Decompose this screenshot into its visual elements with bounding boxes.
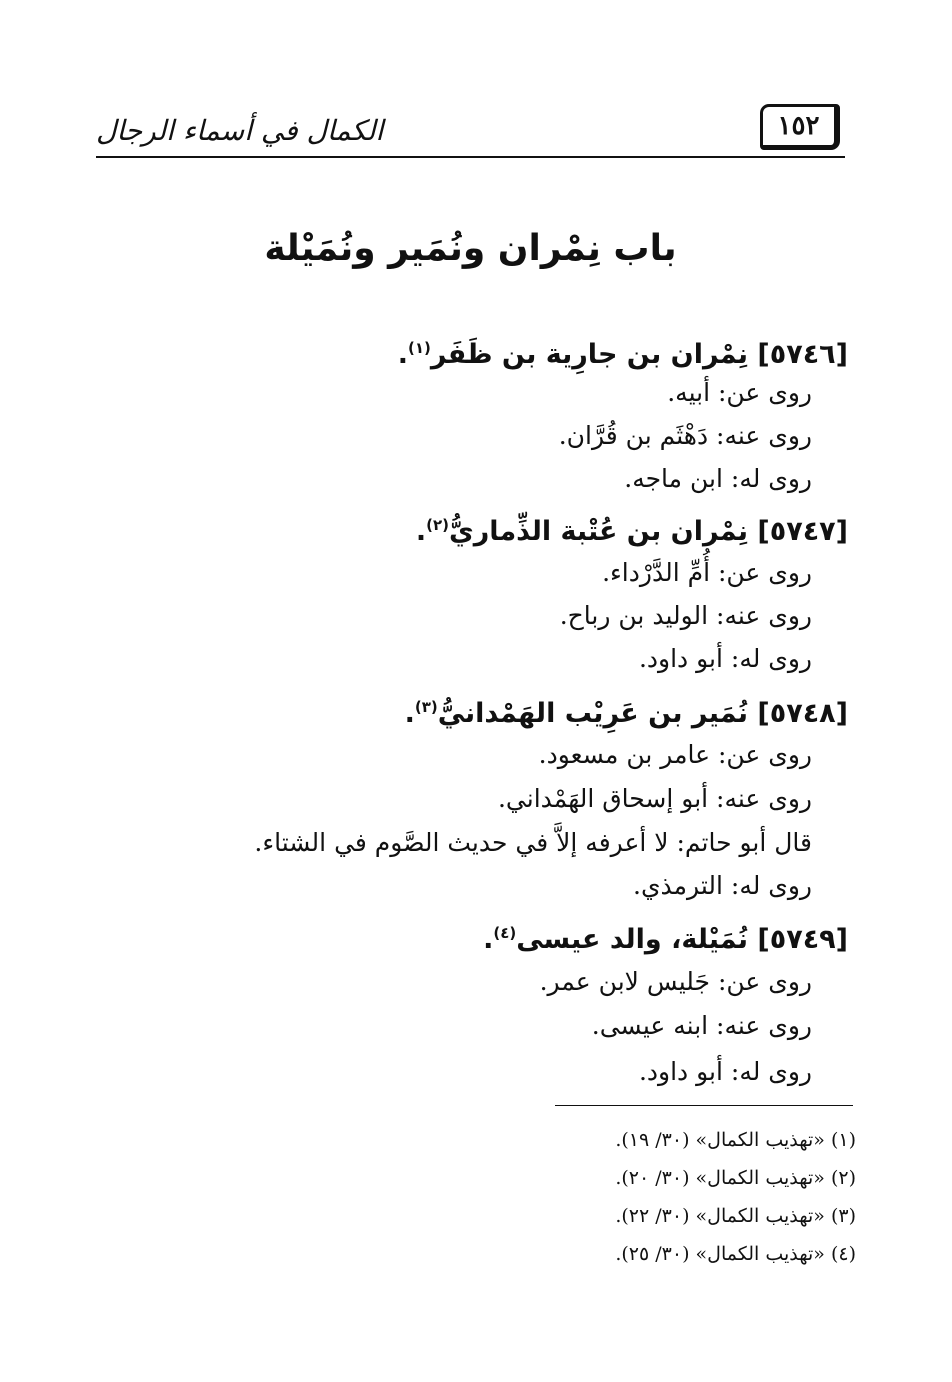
entry-name: نُمَيْلة، والد عيسى bbox=[516, 924, 748, 955]
footnote: (٣) «تهذيب الكمال» (٣٠/ ٢٢). bbox=[615, 1205, 856, 1227]
entry-heading: [٥٧٤٦] نِمْران بن جارِية بن ظَفَر$^{(١)}$. bbox=[397, 339, 848, 370]
footnote-ref: (٤) bbox=[493, 924, 517, 942]
entry-line: روى عن: عامر بن مسعود. bbox=[538, 740, 812, 769]
page-number: ١٥٢ bbox=[760, 104, 840, 150]
entry-line: روى عنه: أبو إسحاق الهَمْداني. bbox=[497, 784, 812, 813]
entry-number: [٥٧٤٧] bbox=[757, 516, 848, 547]
entry-line: روى له: أبو داود. bbox=[638, 1057, 812, 1086]
chapter-title: باب نِمْران ونُمَير ونُمَيْلة bbox=[264, 228, 677, 269]
entry-heading: [٥٧٤٩] نُمَيْلة، والد عيسى$^{(٤)}$. bbox=[483, 924, 848, 955]
entry-line: روى له: الترمذي. bbox=[633, 871, 812, 900]
entry-name: نِمْران بن جارِية بن ظَفَر bbox=[430, 339, 748, 370]
entry-line: روى له: أبو داود. bbox=[638, 644, 812, 673]
entry-name: نُمَير بن عَرِيْب الهَمْدانيُّ bbox=[437, 698, 748, 729]
entry-line: روى له: ابن ماجه. bbox=[624, 464, 812, 493]
entry-line: روى عنه: ابنه عيسى. bbox=[591, 1011, 812, 1040]
footnote-ref: (٣) bbox=[414, 698, 438, 716]
entry-line: قال أبو حاتم: لا أعرفه إلاَّ في حديث الصَّوم في الشتاء. bbox=[254, 828, 812, 857]
entry-number: [٥٧٤٨] bbox=[757, 698, 848, 729]
entry-line: روى عن: أُمِّ الدَّرْداء. bbox=[602, 558, 812, 587]
entry-heading: [٥٧٤٧] نِمْران بن عُتْبة الذِّماريُّ$^{(٢)}$. bbox=[415, 516, 848, 547]
entry-name: نِمْران بن عُتْبة الذِّماريُّ bbox=[449, 516, 748, 547]
entry-line: روى عنه: الوليد بن رباح. bbox=[559, 601, 812, 630]
footnote: (١) «تهذيب الكمال» (٣٠/ ١٩). bbox=[615, 1129, 856, 1151]
footnote-ref: (١) bbox=[407, 339, 431, 357]
entry-number: [٥٧٤٦] bbox=[757, 339, 848, 370]
header-rule bbox=[96, 156, 845, 158]
footnote-divider bbox=[555, 1105, 853, 1106]
entry-line: روى عن: جَليس لابن عمر. bbox=[539, 967, 812, 996]
footnote: (٤) «تهذيب الكمال» (٣٠/ ٢٥). bbox=[615, 1243, 856, 1265]
entry-line: روى عنه: دَهْثَم بن قُرَّان. bbox=[558, 421, 812, 450]
running-header-title: الكمال في أسماء الرجال bbox=[96, 114, 384, 147]
footnote-ref: (٢) bbox=[426, 516, 450, 534]
entry-line: روى عن: أبيه. bbox=[667, 378, 812, 407]
footnote: (٢) «تهذيب الكمال» (٣٠/ ٢٠). bbox=[615, 1167, 856, 1189]
entry-number: [٥٧٤٩] bbox=[757, 924, 848, 955]
entry-heading: [٥٧٤٨] نُمَير بن عَرِيْب الهَمْدانيُّ$^{(٣)}$. bbox=[404, 698, 848, 729]
